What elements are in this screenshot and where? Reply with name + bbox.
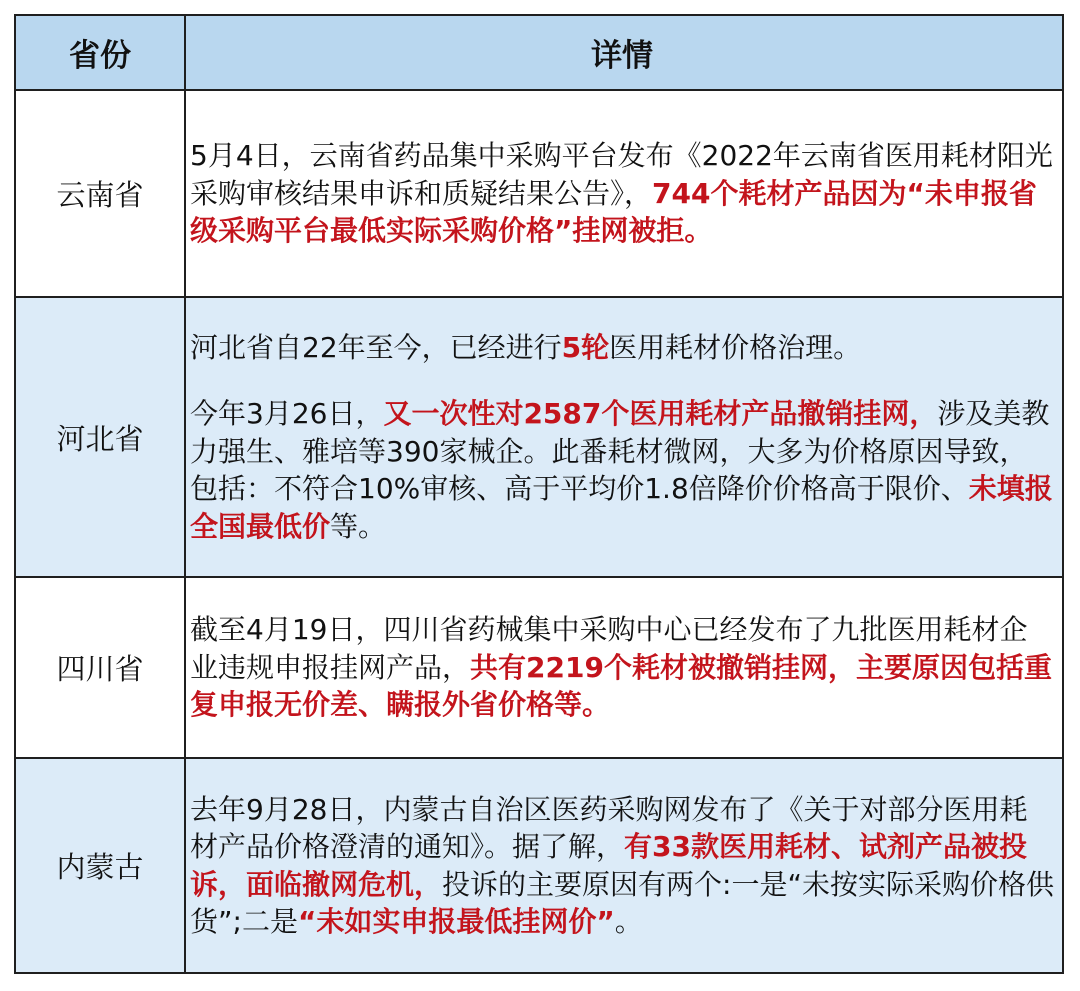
header-province: 省份 bbox=[16, 16, 186, 89]
detail-segment: 涉及美教力强生、雅培等390家械企。此番耗材微网，大多为价格原因导致，包括：不符合10%审核、高于平均价1.8倍降价价格高于限价、 bbox=[190, 397, 1050, 506]
province-name: 四川省 bbox=[56, 652, 144, 686]
detail-segment: 医用耗材价格治理。 bbox=[609, 330, 862, 364]
highlight-text: 未填报全国最低价 bbox=[190, 472, 1053, 543]
table-row-hebei bbox=[16, 298, 1062, 578]
table-row-yunnan bbox=[16, 91, 1062, 298]
province-name: 云南省 bbox=[56, 178, 144, 212]
highlight-text: 有33款医用耗材、试剂产品被投诉，面临撤网危机， bbox=[190, 830, 1027, 901]
detail-segment: 今年3月26日， bbox=[190, 397, 384, 431]
detail-segment: 。 bbox=[614, 905, 643, 938]
highlight-text: 5轮 bbox=[561, 330, 610, 364]
detail-text bbox=[190, 611, 1054, 724]
highlight-text: “未如实申报最低挂网价” bbox=[297, 905, 615, 938]
detail-paragraph bbox=[190, 329, 1054, 367]
table-row-sichuan bbox=[16, 578, 1062, 759]
detail-text bbox=[190, 329, 1054, 546]
province-name: 内蒙古 bbox=[56, 850, 144, 884]
detail-segment: 截至4月19日，四川省药械集中采购中心已经发布了九批医用耗材企业违规申报挂网产品， bbox=[190, 613, 1028, 684]
detail-segment: 等。 bbox=[330, 509, 387, 543]
table-header-row bbox=[16, 16, 1062, 91]
highlight-text: 744个耗材产品因为“未申报省级采购平台最低实际采购价格”挂网被拒。 bbox=[190, 176, 1037, 248]
policy-table bbox=[14, 14, 1064, 974]
header-detail: 详情 bbox=[591, 38, 653, 74]
highlight-text: 又一次性对2587个医用耗材产品撤销挂网， bbox=[383, 397, 938, 431]
detail-segment: 投诉的主要原因有两个:一是“未按实际采购价格供货”;二是 bbox=[190, 867, 1054, 938]
province-name: 河北省 bbox=[56, 421, 144, 456]
detail-segment: 河北省自22年至今，已经进行 bbox=[190, 330, 562, 364]
detail-text bbox=[190, 791, 1054, 941]
detail-text bbox=[190, 137, 1054, 250]
detail-paragraph bbox=[190, 395, 1054, 545]
table-row-neimenggu bbox=[16, 759, 1062, 972]
highlight-text: 共有2219个耗材被撤销挂网，主要原因包括重复申报无价差、瞒报外省价格等。 bbox=[190, 650, 1052, 722]
detail-segment: 5月4日，云南省药品集中采购平台发布《2022年云南省医用耗材阳光采购审核结果申诉和质疑结果公告》， bbox=[190, 139, 1053, 210]
detail-segment: 去年9月28日，内蒙古自治区医药采购网发布了《关于对部分医用耗材产品价格澄清的通知》。据了解， bbox=[190, 792, 1028, 863]
